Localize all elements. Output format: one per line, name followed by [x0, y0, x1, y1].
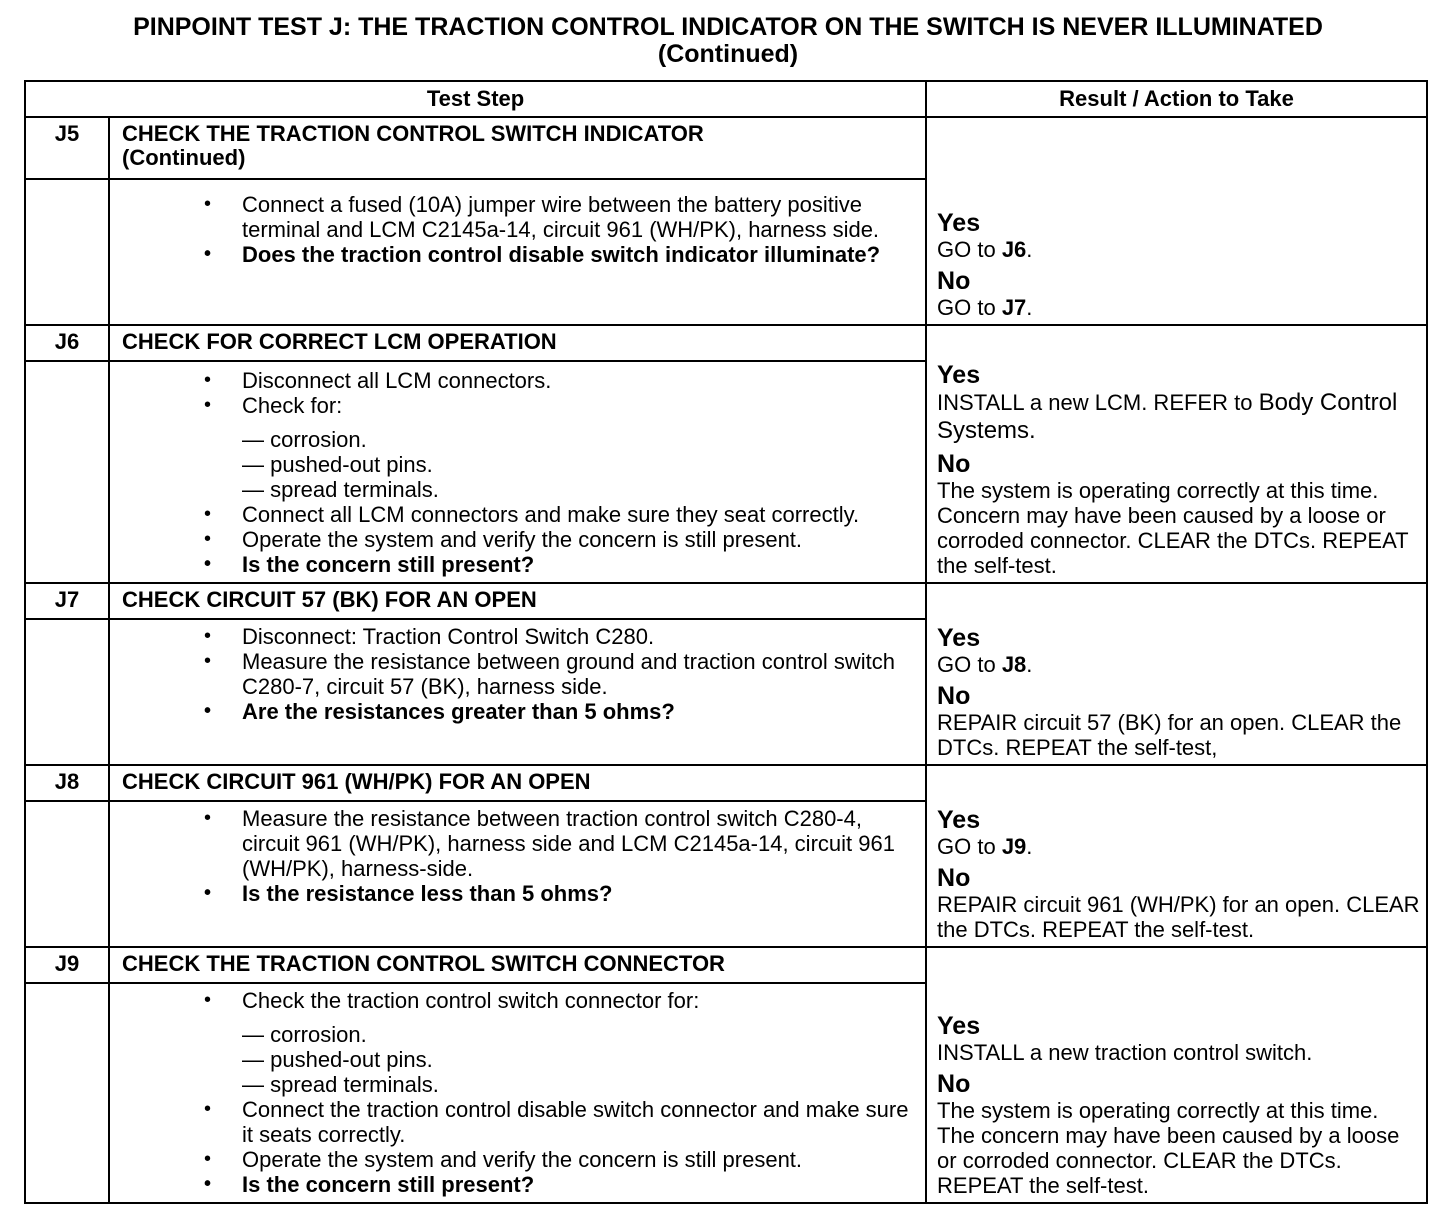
page-title: [0, 14, 1456, 68]
bullet-icon: •: [204, 369, 212, 391]
result-j5-no-label: No: [937, 267, 971, 295]
result-j6-no-label: No: [937, 450, 971, 478]
list-item: • Check for:: [204, 393, 343, 418]
result-j6-yes-reference: Body Control Systems.: [937, 389, 1398, 444]
step-title-j6: CHECK FOR CORRECT LCM OPERATION: [109, 325, 926, 361]
result-j8-yes-text: GO to J9.: [937, 834, 1033, 859]
step-j5-id-blank: [25, 179, 109, 325]
step-id-j5: J5: [25, 117, 109, 179]
step-id-j6: J6: [25, 325, 109, 361]
result-j5-yes-label: Yes: [937, 209, 981, 237]
bullet-icon: •: [204, 1098, 212, 1120]
step-j8-bullets: [110, 806, 915, 906]
result-j7-no-label: No: [937, 682, 971, 710]
step-j5-bullets: [110, 192, 915, 267]
list-item: • Measure the resistance between ground and traction control switch C280-7, circuit 57 (BK), harness side.: [204, 649, 896, 699]
step-body-j7: [109, 619, 926, 765]
bullet-icon: •: [204, 1148, 212, 1170]
step-j6-bullets-b: [110, 502, 915, 577]
result-j5-yes-text: [937, 237, 1420, 262]
bullet-icon: •: [204, 882, 212, 904]
step-j6-sub-items: [110, 427, 915, 502]
list-item: • Connect all LCM connectors and make sure they seat correctly.: [204, 502, 860, 527]
result-j5-no-text: [937, 295, 1420, 320]
step-body-j9: [109, 983, 926, 1203]
step-title-j5-line2: (Continued): [122, 145, 246, 170]
result-j5-no-post: .: [1026, 295, 1033, 320]
step-j5-question: • Does the traction control disable switch indicator illuminate?: [204, 242, 881, 267]
result-j6-yes-text: INSTALL a new LCM. REFER to Body Control Systems.: [937, 389, 1398, 444]
step-title-j9: CHECK THE TRACTION CONTROL SWITCH CONNECTOR: [109, 947, 926, 983]
result-j6: [926, 325, 1427, 583]
result-j7-no-text: REPAIR circuit 57 (BK) for an open. CLEAR the DTCs. REPEAT the self-test,: [937, 710, 1402, 760]
result-j6-no-text: The system is operating correctly at this time. Concern may have been caused by a loose or corroded connector. CLEAR the DTCs. REPEAT the self-test.: [937, 478, 1409, 578]
result-j8: [926, 765, 1427, 947]
list-item: • Connect the traction control disable switch connector and make sure it seats correctly.: [204, 1097, 909, 1147]
step-j9-question: • Is the concern still present?: [204, 1172, 535, 1197]
title-line-2: (Continued): [657, 40, 799, 68]
result-j9-yes-label: Yes: [937, 1012, 981, 1040]
header-result: Result / Action to Take: [926, 81, 1427, 117]
result-j5-no-ref: J7: [1001, 295, 1027, 320]
pinpoint-test-table: [24, 80, 1428, 1204]
step-j8-question: • Is the resistance less than 5 ohms?: [204, 881, 613, 906]
result-j9-no-text: The system is operating correctly at this time. The concern may have been caused by a loose or corroded connector. CLEAR the DTCs. REPEAT the self-test.: [937, 1098, 1400, 1198]
list-item: — spread terminals.: [242, 1072, 439, 1097]
step-j6-title-row: [25, 325, 1427, 361]
step-title-j5: [109, 117, 926, 179]
result-j5-yes-post: .: [1026, 237, 1033, 262]
list-item: — pushed-out pins.: [242, 1047, 433, 1072]
step-j8-title-row: [25, 765, 1427, 801]
step-j9-title-row: [25, 947, 1427, 983]
bullet-icon: •: [204, 807, 212, 829]
step-j7-title-row: [25, 583, 1427, 619]
bullet-icon: •: [204, 700, 212, 722]
step-id-j8: J8: [25, 765, 109, 801]
bullet-icon: •: [204, 989, 212, 1011]
step-body-j5: [109, 179, 926, 325]
bullet-icon: •: [204, 1173, 212, 1195]
step-j5-title-row: [25, 117, 1427, 179]
list-item: • Disconnect all LCM connectors.: [204, 368, 552, 393]
bullet-icon: •: [204, 650, 212, 672]
bullet-icon: •: [204, 625, 212, 647]
title-line-1: PINPOINT TEST J: THE TRACTION CONTROL INDICATOR ON THE SWITCH IS NEVER ILLUMINATED: [133, 13, 1323, 41]
result-j7-yes-ref: J8: [1001, 652, 1027, 677]
result-j8-no-label: No: [937, 864, 971, 892]
list-item: — corrosion.: [242, 1022, 367, 1047]
bullet-icon: •: [204, 553, 212, 575]
result-j8-yes-label: Yes: [937, 806, 981, 834]
list-item: • Check the traction control switch connector for:: [204, 988, 700, 1013]
header-test-step: Test Step: [25, 81, 926, 117]
step-title-j7: CHECK CIRCUIT 57 (BK) FOR AN OPEN: [109, 583, 926, 619]
result-j5-no-pre: GO to: [937, 295, 1002, 320]
list-item: — corrosion.: [242, 427, 367, 452]
step-j8-id-blank: [25, 801, 109, 947]
step-j9-bullets-b: [110, 1097, 915, 1197]
result-j5: [926, 117, 1427, 325]
step-j6-bullets-a: [110, 368, 915, 418]
list-item: — spread terminals.: [242, 477, 439, 502]
list-item: • Connect a fused (10A) jumper wire between the battery positive terminal and LCM C2145a-14, circuit 961 (WH/PK), harness side.: [204, 192, 880, 242]
result-j5-yes-ref: J6: [1001, 237, 1027, 262]
result-j9-no-label: No: [937, 1070, 971, 1098]
step-title-j5-line1: CHECK THE TRACTION CONTROL SWITCH INDICATOR: [122, 121, 704, 146]
result-j7-yes-text: GO to J8.: [937, 652, 1033, 677]
step-j9-sub-items: [110, 1022, 915, 1097]
step-body-j6: [109, 361, 926, 583]
step-j9-bullets-a: [110, 988, 915, 1013]
step-j7-id-blank: [25, 619, 109, 765]
result-j6-yes-label: Yes: [937, 361, 981, 389]
list-item: — pushed-out pins.: [242, 452, 433, 477]
bullet-icon: •: [204, 243, 212, 265]
list-item: • Operate the system and verify the concern is still present.: [204, 1147, 803, 1172]
result-j7-yes-label: Yes: [937, 624, 981, 652]
list-item: • Operate the system and verify the concern is still present.: [204, 527, 803, 552]
step-j6-question: • Is the concern still present?: [204, 552, 535, 577]
result-j7: [926, 583, 1427, 765]
result-j9: [926, 947, 1427, 1203]
step-j7-bullets: [110, 624, 915, 724]
step-body-j8: [109, 801, 926, 947]
result-j8-yes-ref: J9: [1001, 834, 1027, 859]
bullet-icon: •: [204, 193, 212, 215]
table-header-row: [25, 81, 1427, 117]
result-j8-no-text: REPAIR circuit 961 (WH/PK) for an open. CLEAR the DTCs. REPEAT the self-test.: [937, 892, 1420, 942]
list-item: • Measure the resistance between traction control switch C280-4, circuit 961 (WH/PK), harness side and LCM C2145a-14, circuit 961 (WH/PK), harness-side.: [204, 806, 895, 881]
step-j6-id-blank: [25, 361, 109, 583]
list-item: • Disconnect: Traction Control Switch C280.: [204, 624, 655, 649]
step-id-j7: J7: [25, 583, 109, 619]
bullet-icon: •: [204, 528, 212, 550]
result-j5-yes-pre: GO to: [937, 237, 1002, 262]
result-j9-yes-text: INSTALL a new traction control switch.: [937, 1040, 1313, 1065]
bullet-icon: •: [204, 394, 212, 416]
step-j9-id-blank: [25, 983, 109, 1203]
bullet-icon: •: [204, 503, 212, 525]
step-j7-question: • Are the resistances greater than 5 ohms?: [204, 699, 675, 724]
step-id-j9: J9: [25, 947, 109, 983]
step-title-j8: CHECK CIRCUIT 961 (WH/PK) FOR AN OPEN: [109, 765, 926, 801]
